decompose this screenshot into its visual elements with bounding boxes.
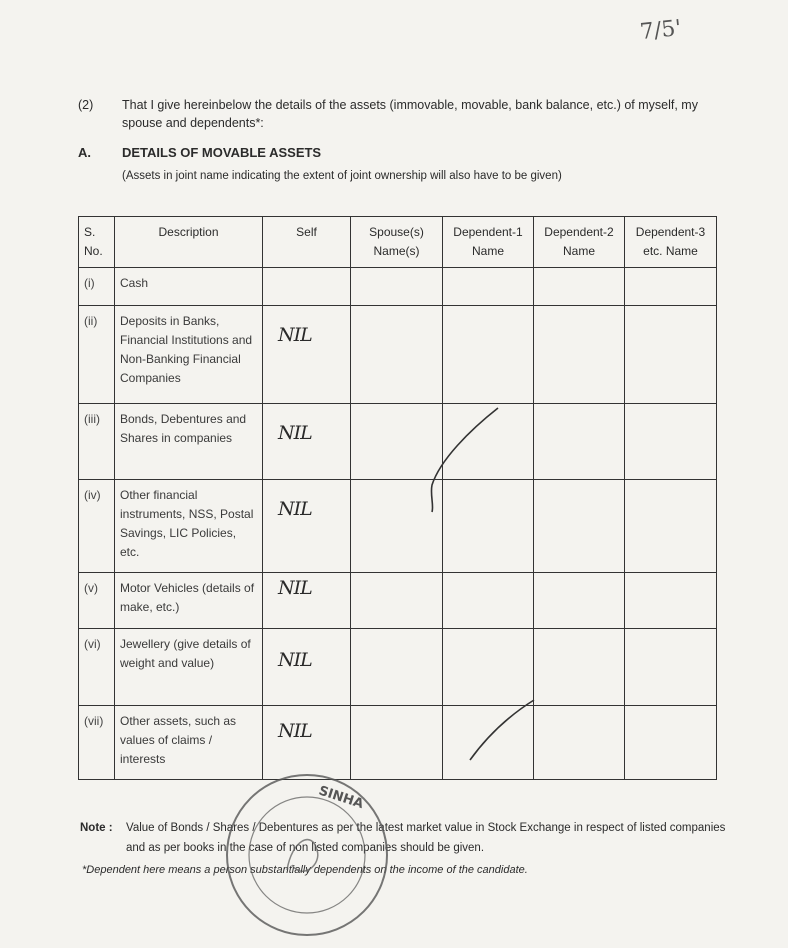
row-dependent-2 [534,306,625,404]
row-sno: (vii) [79,706,115,780]
row-sno: (v) [79,573,115,629]
row-sno: (iv) [79,480,115,573]
paragraph-text: That I give hereinbelow the details of the assets (immovable, movable, bank balance, etc.) of myself, my spouse and dependents*: [122,98,698,130]
row-dependent-3 [625,404,717,480]
paragraph-number: (2) [78,98,94,112]
note-label: Note : [80,822,113,834]
row-sno: (vi) [79,629,115,706]
row-dependent-1 [443,306,534,404]
row-description: Motor Vehicles (details of make, etc.) [115,573,263,629]
row-description: Other assets, such as values of claims / interests [115,706,263,780]
row-self [263,306,351,404]
table-row [79,480,717,573]
row-dependent-1 [443,573,534,629]
row-dependent-3 [625,706,717,780]
row-spouse [351,573,443,629]
row-dependent-2 [534,573,625,629]
row-dependent-2 [534,480,625,573]
header-dependent-3: Dependent-3 etc. Name [625,217,717,268]
handwritten-nil: NIL [278,649,312,671]
table-header-row [79,217,717,268]
row-description: Cash [115,268,263,306]
row-dependent-3 [625,306,717,404]
movable-assets-table [78,216,717,780]
handwritten-nil: NIL [278,422,312,444]
row-description: Jewellery (give details of weight and value) [115,629,263,706]
header-dependent-2: Dependent-2 Name [534,217,625,268]
header-spouse: Spouse(s) Name(s) [351,217,443,268]
row-dependent-1 [443,706,534,780]
row-self [263,268,351,306]
row-spouse [351,268,443,306]
header-sno: S. No. [79,217,115,268]
dependent-footnote: *Dependent here means a person substantially dependents on the income of the candidate. [82,864,528,876]
header-description: Description [115,217,263,268]
handwritten-nil: NIL [278,324,312,346]
section-subnote: (Assets in joint name indicating the extent of joint ownership will also have to be given) [122,170,562,182]
row-dependent-2 [534,706,625,780]
row-self [263,629,351,706]
row-spouse [351,404,443,480]
row-dependent-2 [534,629,625,706]
row-sno: (iii) [79,404,115,480]
table-row [79,706,717,780]
header-dependent-1: Dependent-1 Name [443,217,534,268]
row-dependent-1 [443,480,534,573]
note-text: Value of Bonds / Shares / Debentures as per the latest market value in Stock Exchange in respect of listed companies and as per books in the case of non listed companies should be given. [126,822,726,854]
row-self [263,404,351,480]
row-spouse [351,306,443,404]
row-dependent-3 [625,629,717,706]
row-dependent-3 [625,573,717,629]
row-sno: (ii) [79,306,115,404]
header-self: Self [263,217,351,268]
table-row [79,268,717,306]
page-number-handwritten: 7/5' [638,15,683,46]
section-letter: A. [78,145,91,160]
row-dependent-1 [443,268,534,306]
section-title: DETAILS OF MOVABLE ASSETS [122,145,322,160]
row-spouse [351,480,443,573]
row-dependent-2 [534,404,625,480]
handwritten-nil: NIL [278,577,312,599]
table-row [79,306,717,404]
row-dependent-1 [443,629,534,706]
row-spouse [351,629,443,706]
row-description: Other financial instruments, NSS, Postal Savings, LIC Policies, etc. [115,480,263,573]
row-dependent-1 [443,404,534,480]
row-description: Deposits in Banks, Financial Institutions and Non-Banking Financial Companies [115,306,263,404]
row-sno: (i) [79,268,115,306]
table-row [79,404,717,480]
official-seal-stamp [222,770,392,940]
row-description: Bonds, Debentures and Shares in companies [115,404,263,480]
handwritten-nil: NIL [278,498,312,520]
table-row [79,573,717,629]
row-dependent-2 [534,268,625,306]
table-row [79,629,717,706]
row-self [263,573,351,629]
row-self [263,706,351,780]
row-dependent-3 [625,480,717,573]
row-self [263,480,351,573]
row-spouse [351,706,443,780]
row-dependent-3 [625,268,717,306]
handwritten-nil: NIL [278,720,312,742]
svg-text:SINHA: SINHA [316,783,366,813]
